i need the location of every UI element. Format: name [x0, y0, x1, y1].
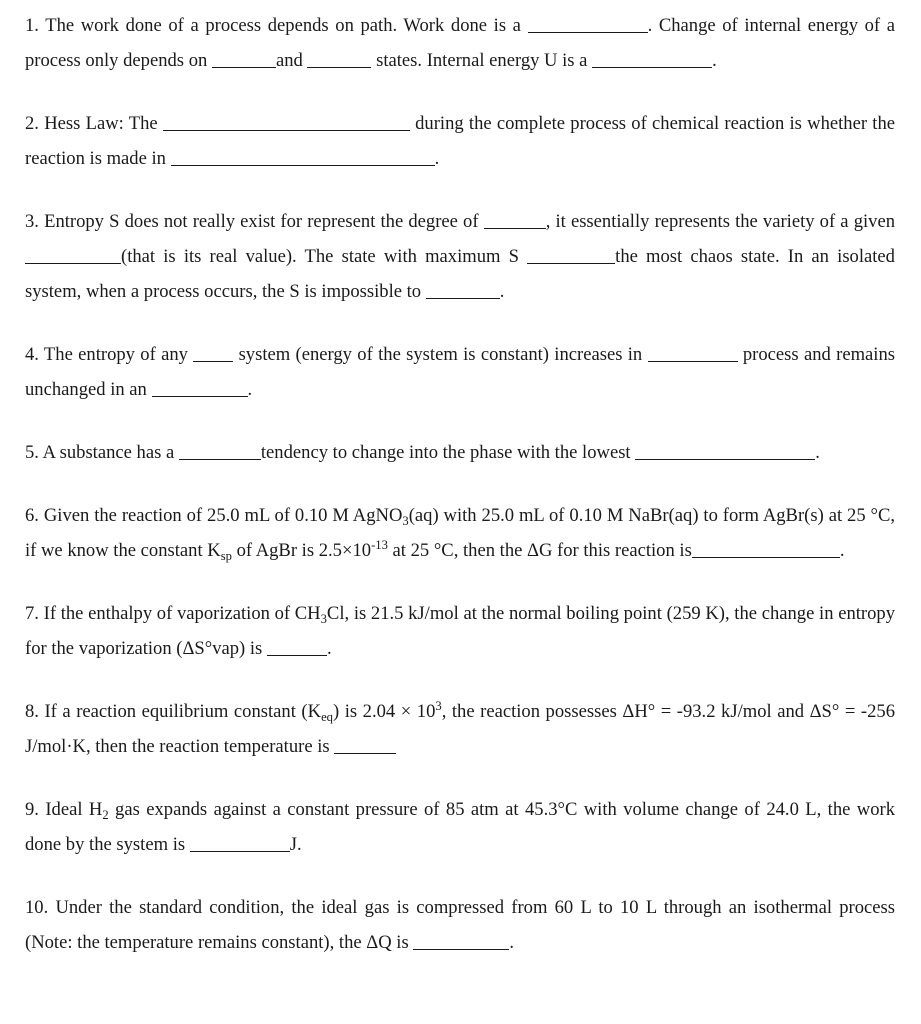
answer-blank[interactable]: [25, 245, 121, 264]
question-text: process and remains unchanged in an: [25, 344, 895, 400]
answer-blank[interactable]: [171, 147, 435, 166]
answer-blank[interactable]: [527, 245, 615, 264]
question-text: .: [499, 281, 505, 302]
answer-blank[interactable]: [635, 441, 815, 460]
question-text: .: [509, 932, 515, 953]
question-text: , the reaction possesses ΔH° = -93.2 kJ/mol and ΔS° = -256 J/mol·K, then the reaction temperature is: [25, 701, 895, 757]
question-text: . Change of internal energy of a process only depends on: [25, 15, 896, 71]
subscript: 3: [320, 611, 327, 626]
answer-blank[interactable]: [193, 343, 233, 362]
question-text: .: [434, 148, 440, 169]
question-9: [25, 792, 895, 862]
answer-blank[interactable]: [334, 735, 396, 754]
answer-blank[interactable]: [267, 637, 327, 656]
answer-blank[interactable]: [413, 931, 509, 950]
question-text: 5. A substance has a: [25, 442, 179, 463]
question-text: 2. Hess Law: The: [25, 113, 163, 134]
question-text: 1. The work done of a process depends on path. Work done is a: [25, 15, 528, 36]
question-text: at 25 °C, then the ΔG for this reaction is: [387, 540, 692, 561]
question-text: .: [839, 540, 845, 561]
question-text: .: [815, 442, 820, 463]
question-text: and: [275, 50, 308, 71]
question-10: [25, 890, 895, 960]
question-text: system (energy of the system is constant) increases in: [233, 344, 648, 365]
answer-blank[interactable]: [692, 539, 840, 558]
question-list: [25, 8, 895, 960]
question-text: the most chaos state. In an isolated system, when a process occurs, the S is impossible to: [25, 246, 895, 302]
answer-blank[interactable]: [484, 210, 546, 229]
question-text: 10. Under the standard condition, the ideal gas is compressed from 60 L to 10 L through an isothermal process (Note: the temperature remains constant), the ΔQ is: [25, 897, 895, 953]
question-text: tendency to change into the phase with the lowest: [260, 442, 636, 463]
subscript: 2: [102, 807, 109, 822]
question-text: 3. Entropy S does not really exist for represent the degree of: [25, 211, 484, 232]
question-text: 8. If a reaction equilibrium constant (K: [25, 701, 322, 722]
question-text: .: [326, 638, 332, 659]
answer-blank[interactable]: [592, 49, 712, 68]
answer-blank[interactable]: [212, 49, 276, 68]
answer-blank[interactable]: [152, 378, 248, 397]
question-text: , it essentially represents the variety of a given: [545, 211, 896, 232]
question-1: [25, 8, 895, 78]
answer-blank[interactable]: [528, 14, 648, 33]
question-6: [25, 498, 895, 568]
question-text: ) is 2.04 × 10: [332, 701, 436, 722]
answer-blank[interactable]: [307, 49, 371, 68]
question-8: [25, 694, 895, 764]
answer-blank[interactable]: [190, 833, 290, 852]
question-text: .: [712, 50, 717, 71]
question-text: 6. Given the reaction of 25.0 mL of 0.10 M AgNO: [25, 505, 403, 526]
question-3: [25, 204, 895, 309]
question-text: during the complete process of chemical reaction is whether the reaction is made in: [25, 113, 896, 169]
question-4: [25, 337, 895, 407]
subscript: 3: [402, 513, 409, 528]
question-text: gas expands against a constant pressure of 85 atm at 45.3°C with volume change of 24.0 L, the work done by the system is: [25, 799, 895, 855]
question-2: [25, 106, 895, 176]
answer-blank[interactable]: [426, 280, 500, 299]
question-text: 9. Ideal H: [25, 799, 103, 820]
question-text: .: [247, 379, 253, 400]
subscript: sp: [220, 548, 232, 563]
question-text: (that is its real value). The state with maximum S: [121, 246, 528, 267]
answer-blank[interactable]: [648, 343, 738, 362]
question-5: [25, 435, 895, 470]
answer-blank[interactable]: [179, 441, 261, 460]
superscript: -13: [371, 538, 388, 553]
superscript: 3: [435, 699, 442, 714]
answer-blank[interactable]: [163, 112, 410, 131]
question-text: (aq) with 25.0 mL of 0.10 M NaBr(aq) to form AgBr(s) at 25 °C, if we know the constant K: [25, 505, 896, 561]
question-text: Cl, is 21.5 kJ/mol at the normal boiling point (259 K), the change in entropy for the vaporization (ΔS°vap) is: [25, 603, 895, 659]
question-text: of AgBr is 2.5×10: [231, 540, 372, 561]
question-7: [25, 596, 895, 666]
question-text: J.: [289, 834, 302, 855]
question-text: 7. If the enthalpy of vaporization of CH: [25, 603, 321, 624]
question-text: states. Internal energy U is a: [371, 50, 593, 71]
question-text: 4. The entropy of any: [25, 344, 194, 365]
subscript: eq: [321, 709, 333, 724]
